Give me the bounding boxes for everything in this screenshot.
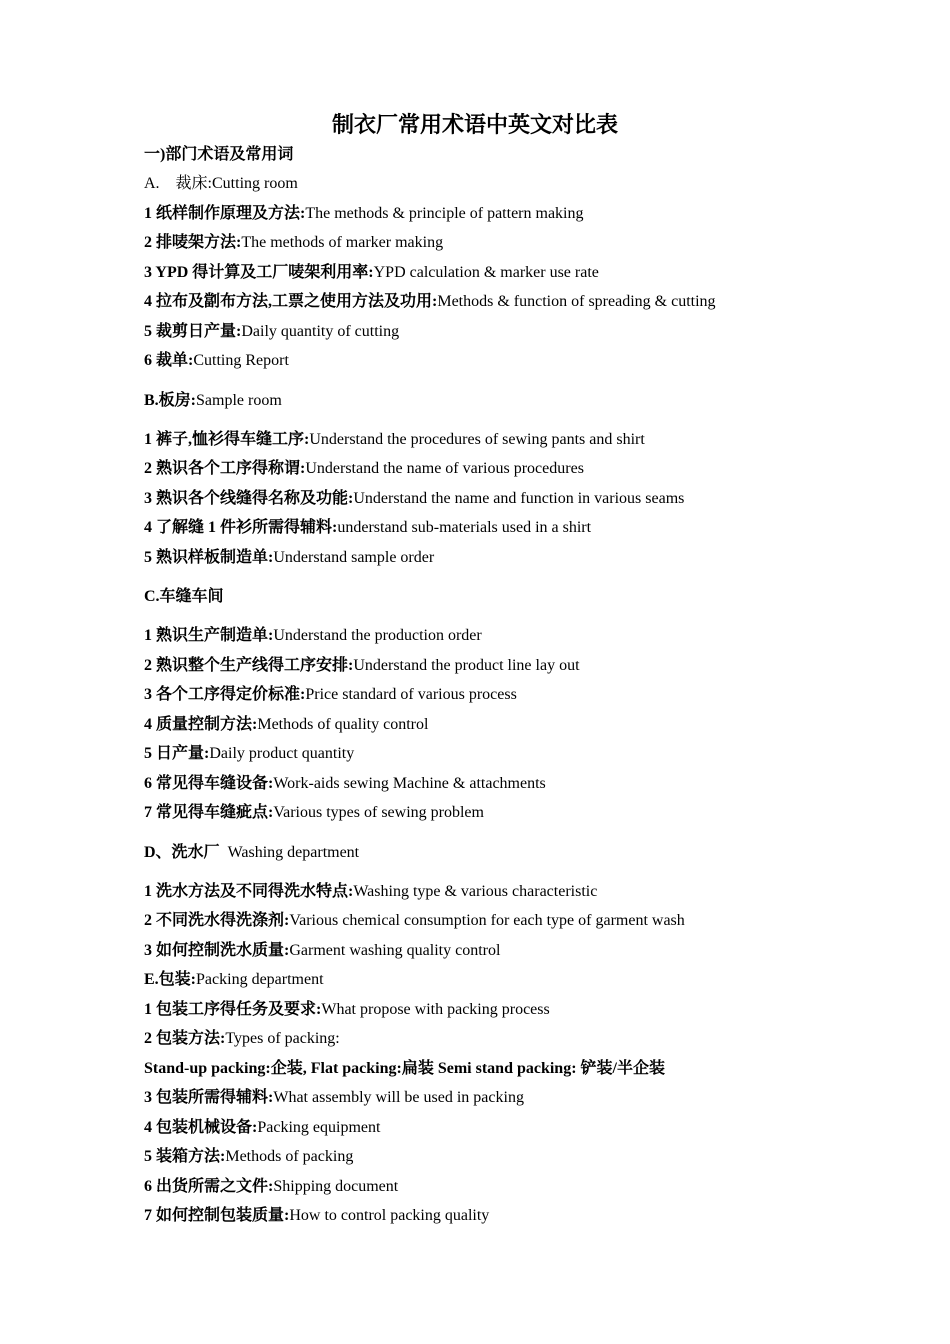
term-translation: Understand the procedures of sewing pants and shirt — [309, 431, 645, 448]
term-label: 3 熟识各个线缝得名称及功能: — [144, 490, 354, 507]
term-line — [144, 459, 584, 479]
term-translation: Sample room — [196, 392, 282, 409]
term-label: 7 常见得车缝疵点: — [144, 804, 274, 821]
term-label: 1 熟识生产制造单: — [144, 627, 274, 644]
term-line — [144, 587, 224, 607]
term-line — [144, 1206, 489, 1226]
term-label: 4 拉布及劏布方法,工票之使用方法及功用: — [144, 293, 438, 310]
term-line — [144, 1118, 380, 1138]
term-label: C.车缝车间 — [144, 588, 224, 605]
term-label: 6 出货所需之文件: — [144, 1178, 274, 1195]
term-label: 7 如何控制包装质量: — [144, 1207, 290, 1224]
term-line — [144, 882, 597, 902]
term-line — [144, 1177, 398, 1197]
term-label: 2 不同洗水得洗涤剂: — [144, 912, 290, 929]
term-translation: Various chemical consumption for each type of garment wash — [289, 912, 685, 929]
term-label: 2 熟识各个工序得称谓: — [144, 460, 306, 477]
term-label: E.包装: — [144, 971, 197, 988]
term-line — [144, 1147, 353, 1167]
term-label: 2 熟识整个生产线得工序安排: — [144, 657, 354, 674]
term-line — [144, 430, 645, 450]
term-line — [144, 715, 428, 735]
term-label: 4 质量控制方法: — [144, 716, 258, 733]
term-translation: Price standard of various process — [305, 686, 517, 703]
term-translation: The methods of marker making — [241, 234, 444, 251]
term-translation: Packing department — [196, 971, 324, 988]
term-label: 5 日产量: — [144, 745, 210, 762]
term-translation: Types of packing: — [225, 1030, 340, 1047]
term-label: 4 包装机械设备: — [144, 1119, 258, 1136]
term-translation: Understand sample order — [273, 549, 435, 566]
term-translation: Packing equipment — [257, 1119, 381, 1136]
page-title: 制衣厂常用术语中英文对比表 — [331, 112, 618, 137]
term-line — [144, 351, 289, 371]
term-line — [144, 1029, 340, 1049]
term-line — [144, 941, 500, 961]
term-line — [144, 548, 434, 568]
term-line — [144, 656, 580, 676]
term-line — [144, 263, 599, 283]
term-translation: Work-aids sewing Machine & attachments — [273, 775, 546, 792]
term-line — [144, 1088, 524, 1108]
term-line — [144, 1059, 665, 1079]
term-translation: Various types of sewing problem — [273, 804, 484, 821]
term-translation: The methods & principle of pattern making — [305, 205, 584, 222]
term-line — [144, 744, 354, 764]
term-translation: What assembly will be used in packing — [273, 1089, 524, 1106]
term-label: 1 包装工序得任务及要求: — [144, 1001, 322, 1018]
term-label: D、洗水厂 — [144, 844, 220, 861]
term-label: 一)部门术语及常用词 — [144, 146, 294, 163]
term-translation: Washing department — [219, 844, 360, 861]
term-label: 6 裁单: — [144, 352, 194, 369]
term-label: 1 纸样制作原理及方法: — [144, 205, 306, 222]
term-translation: Understand the production order — [273, 627, 482, 644]
term-translation: Understand the name of various procedures — [305, 460, 584, 477]
term-line — [144, 774, 546, 794]
term-label: 5 熟识样板制造单: — [144, 549, 274, 566]
term-line — [144, 843, 359, 863]
term-label: 5 裁剪日产量: — [144, 323, 242, 340]
term-translation: understand sub-materials used in a shirt — [337, 519, 592, 536]
term-line — [144, 233, 443, 253]
term-label: 2 包装方法: — [144, 1030, 226, 1047]
term-translation: YPD calculation & marker use rate — [373, 264, 599, 281]
term-translation: Daily product quantity — [209, 745, 355, 762]
term-line — [144, 911, 685, 931]
term-label: 4 了解缝 1 件衫所需得辅料: — [144, 519, 338, 536]
term-line — [144, 685, 517, 705]
term-label: 2 排唛架方法: — [144, 234, 242, 251]
term-line — [144, 803, 484, 823]
term-line — [144, 518, 591, 538]
term-label: B.板房: — [144, 392, 197, 409]
term-label: 1 裤子,恤衫得车缝工序: — [144, 431, 310, 448]
term-label: 1 洗水方法及不同得洗水特点: — [144, 883, 354, 900]
term-translation: What propose with packing process — [321, 1001, 550, 1018]
term-line — [144, 204, 584, 224]
term-label: 3 各个工序得定价标准: — [144, 686, 306, 703]
term-translation: Washing type & various characteristic — [353, 883, 598, 900]
term-line — [144, 322, 399, 342]
term-label: 3 包装所需得辅料: — [144, 1089, 274, 1106]
term-translation: Methods & function of spreading & cutting — [437, 293, 716, 310]
term-line — [144, 391, 282, 411]
term-line — [144, 489, 684, 509]
term-label: Stand-up packing:企装, Flat packing:扁装 Semi stand packing: 铲装/半企装 — [144, 1060, 665, 1077]
term-line — [144, 1000, 550, 1020]
term-translation: Understand the name and function in various seams — [353, 490, 685, 507]
term-line — [144, 970, 324, 990]
term-translation: A. 裁床:Cutting room — [144, 175, 298, 192]
term-translation: Daily quantity of cutting — [241, 323, 400, 340]
term-label: 3 YPD 得计算及工厂唛架利用率: — [144, 264, 374, 281]
term-line — [144, 174, 298, 194]
term-translation: Shipping document — [273, 1178, 399, 1195]
term-line — [144, 626, 482, 646]
term-label: 5 装箱方法: — [144, 1148, 226, 1165]
term-line — [144, 292, 716, 312]
term-translation: Methods of quality control — [257, 716, 429, 733]
term-translation: Garment washing quality control — [289, 942, 501, 959]
term-translation: Methods of packing — [225, 1148, 354, 1165]
term-label: 6 常见得车缝设备: — [144, 775, 274, 792]
term-translation: Understand the product line lay out — [353, 657, 580, 674]
term-translation: Cutting Report — [193, 352, 289, 369]
term-translation: How to control packing quality — [289, 1207, 490, 1224]
term-label: 3 如何控制洗水质量: — [144, 942, 290, 959]
term-line — [144, 145, 293, 165]
